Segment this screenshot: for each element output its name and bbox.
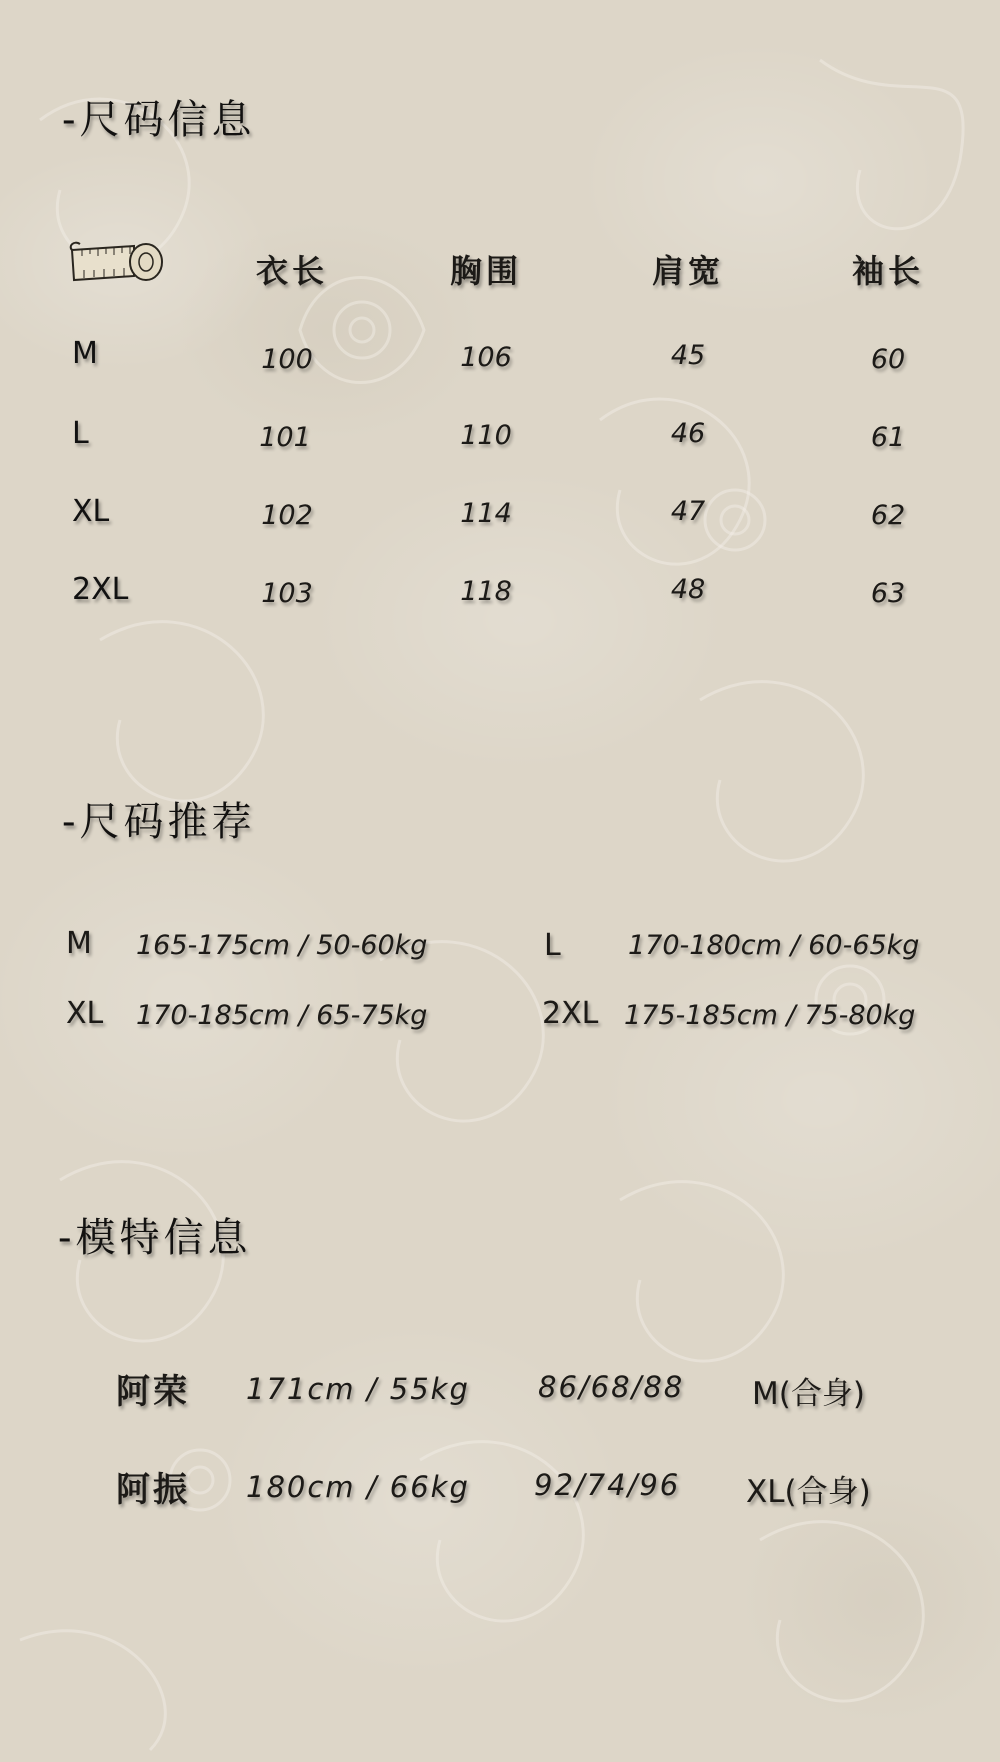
model-name: 阿振 bbox=[116, 1470, 190, 1510]
table-cell: 45 bbox=[670, 340, 706, 371]
column-header-shoulder: 肩宽 bbox=[651, 252, 725, 290]
recommend-range-2xl: 175-185cm / 75-80kg bbox=[624, 1000, 916, 1031]
table-cell: 118 bbox=[460, 576, 512, 607]
table-cell: 46 bbox=[670, 418, 706, 449]
table-cell: 102 bbox=[261, 500, 313, 531]
table-cell: 47 bbox=[670, 496, 706, 527]
model-fit: M(合身) bbox=[752, 1376, 865, 1412]
table-cell: 101 bbox=[259, 422, 311, 453]
column-header-sleeve: 袖长 bbox=[851, 252, 925, 290]
model-fit: XL(合身) bbox=[746, 1474, 871, 1510]
size-label-m: M bbox=[72, 336, 98, 371]
model-body: 171cm / 55kg bbox=[246, 1372, 470, 1406]
table-cell: 110 bbox=[460, 420, 512, 451]
size-info-title: -尺码信息 bbox=[62, 97, 256, 143]
table-cell: 106 bbox=[460, 342, 512, 373]
table-cell: 114 bbox=[460, 498, 512, 529]
recommend-size-xl: XL bbox=[66, 996, 104, 1031]
recommend-size-2xl: 2XL bbox=[542, 996, 599, 1031]
column-header-chest: 胸围 bbox=[449, 252, 523, 290]
model-body: 180cm / 66kg bbox=[246, 1470, 470, 1504]
recommend-size-m: M bbox=[66, 926, 92, 961]
table-cell: 62 bbox=[870, 500, 906, 531]
column-header-length: 衣长 bbox=[255, 252, 329, 290]
table-cell: 61 bbox=[870, 422, 906, 453]
table-cell: 63 bbox=[870, 578, 906, 609]
size-label-l: L bbox=[72, 416, 89, 451]
recommend-range-xl: 170-185cm / 65-75kg bbox=[136, 1000, 428, 1031]
table-cell: 48 bbox=[670, 574, 706, 605]
table-cell: 60 bbox=[870, 344, 906, 375]
measuring-tape-icon bbox=[66, 232, 166, 286]
model-measurements: 92/74/96 bbox=[534, 1468, 681, 1502]
model-name: 阿荣 bbox=[116, 1372, 190, 1412]
size-recommend-title: -尺码推荐 bbox=[62, 799, 256, 845]
recommend-range-m: 165-175cm / 50-60kg bbox=[136, 930, 428, 961]
size-label-2xl: 2XL bbox=[72, 572, 129, 607]
table-cell: 100 bbox=[261, 344, 313, 375]
recommend-size-l: L bbox=[544, 928, 561, 963]
recommend-range-l: 170-180cm / 60-65kg bbox=[628, 930, 920, 961]
model-measurements: 86/68/88 bbox=[538, 1370, 685, 1404]
size-label-xl: XL bbox=[72, 494, 110, 529]
model-info-title: -模特信息 bbox=[58, 1215, 252, 1261]
table-cell: 103 bbox=[261, 578, 313, 609]
